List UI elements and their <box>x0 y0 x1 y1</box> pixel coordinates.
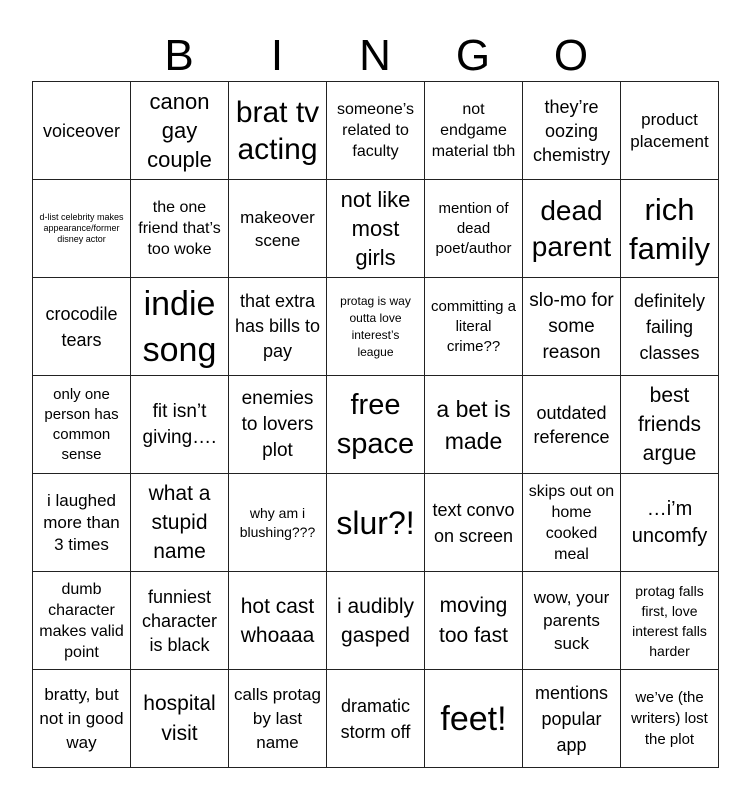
bingo-cell[interactable] <box>33 180 131 278</box>
bingo-cell[interactable] <box>523 180 621 278</box>
cell-text: brat tv acting <box>235 95 320 166</box>
bingo-cell[interactable] <box>523 82 621 180</box>
title-letter-g: G <box>455 31 491 80</box>
cell-text: i laughed more than 3 times <box>43 490 120 554</box>
bingo-cell[interactable] <box>229 82 327 180</box>
cell-text: free space <box>336 388 415 460</box>
bingo-cell[interactable] <box>621 670 719 768</box>
cell-text: dumb character makes valid point <box>39 580 124 661</box>
cell-text: rich family <box>629 191 710 266</box>
cell-text: that extra has bills to pay <box>234 291 321 361</box>
bingo-cell[interactable] <box>131 180 229 278</box>
bingo-cell[interactable] <box>327 474 425 572</box>
bingo-cell[interactable] <box>425 278 523 376</box>
cell-text: only one person has common sense <box>44 385 119 463</box>
bingo-cell[interactable] <box>523 572 621 670</box>
bingo-cell[interactable] <box>229 670 327 768</box>
cell-text: protag falls first, love interest falls harder <box>632 582 707 659</box>
bingo-cell[interactable] <box>131 572 229 670</box>
cell-text: crocodile tears <box>45 303 118 350</box>
bingo-cell[interactable] <box>33 278 131 376</box>
cell-text: text convo on screen <box>432 499 515 546</box>
cell-text: calls protag by last name <box>234 684 321 752</box>
cell-text: wow, your parents suck <box>533 588 610 653</box>
cell-text: why am i blushing??? <box>239 504 316 540</box>
cell-text: voiceover <box>42 120 121 141</box>
cell-text: fit isn’t giving…. <box>142 400 217 448</box>
bingo-cell[interactable] <box>425 670 523 768</box>
cell-text: mention of dead poet/author <box>435 199 512 257</box>
bingo-cell[interactable] <box>229 180 327 278</box>
bingo-cell[interactable] <box>33 376 131 474</box>
bingo-cell[interactable] <box>327 180 425 278</box>
bingo-cell[interactable] <box>33 572 131 670</box>
bingo-cell[interactable] <box>327 670 425 768</box>
cell-text: not like most girls <box>340 187 411 270</box>
bingo-cell[interactable] <box>621 376 719 474</box>
bingo-cell[interactable] <box>621 278 719 376</box>
bingo-cell[interactable] <box>523 474 621 572</box>
bingo-cell[interactable] <box>621 82 719 180</box>
bingo-cell[interactable] <box>621 474 719 572</box>
cell-text: the one friend that’s too woke <box>138 199 221 258</box>
cell-text: d-list celebrity makes appearance/former disney actor <box>39 212 124 244</box>
cell-text: dramatic storm off <box>340 695 411 742</box>
cell-text: product placement <box>630 109 709 151</box>
bingo-cell[interactable] <box>621 180 719 278</box>
cell-text: hot cast whoaaa <box>240 594 315 647</box>
cell-text: …i’m uncomfy <box>631 497 708 547</box>
bingo-cell[interactable] <box>229 278 327 376</box>
bingo-cell[interactable] <box>131 376 229 474</box>
cell-text: they’re oozing chemistry <box>532 96 610 165</box>
cell-text: not endgame material tbh <box>431 101 516 160</box>
bingo-cell[interactable] <box>523 376 621 474</box>
bingo-cell[interactable] <box>327 82 425 180</box>
cell-text: slo-mo for some reason <box>529 289 614 363</box>
cell-text: someone’s related to faculty <box>336 101 415 160</box>
bingo-cell[interactable] <box>425 376 523 474</box>
cell-text: outdated reference <box>533 402 610 447</box>
cell-text: i audibly gasped <box>336 594 415 647</box>
bingo-cell[interactable] <box>425 474 523 572</box>
bingo-cell[interactable] <box>229 572 327 670</box>
cell-text: dead parent <box>531 194 612 262</box>
cell-text: skips out on home cooked meal <box>528 482 615 563</box>
cell-text: funniest character is black <box>141 586 218 655</box>
cell-text: committing a literal crime?? <box>430 297 517 355</box>
bingo-cell[interactable] <box>33 82 131 180</box>
bingo-cell[interactable] <box>131 474 229 572</box>
bingo-cell[interactable] <box>425 82 523 180</box>
bingo-cell[interactable] <box>327 376 425 474</box>
cell-text: makeover scene <box>240 207 315 250</box>
cell-text: feet! <box>440 699 507 738</box>
bingo-cell[interactable] <box>621 572 719 670</box>
bingo-cell[interactable] <box>229 474 327 572</box>
title-letter-i: I <box>270 31 284 80</box>
cell-text: hospital visit <box>143 691 216 745</box>
bingo-cell[interactable] <box>131 82 229 180</box>
cell-text: a bet is made <box>436 395 511 454</box>
bingo-title <box>0 28 752 84</box>
bingo-cell[interactable] <box>131 670 229 768</box>
cell-text: canon gay couple <box>147 89 212 172</box>
title-letter-o: O <box>553 31 589 80</box>
bingo-cell[interactable] <box>131 278 229 376</box>
cell-text: we’ve (the writers) lost the plot <box>631 689 708 748</box>
bingo-cell[interactable] <box>33 670 131 768</box>
cell-text: bratty, but not in good way <box>39 684 124 752</box>
cell-text: definitely failing classes <box>633 290 706 363</box>
bingo-cell[interactable] <box>523 670 621 768</box>
bingo-cell[interactable] <box>523 278 621 376</box>
cell-text: best friends argue <box>637 384 702 465</box>
cell-text: slur?! <box>336 504 415 541</box>
bingo-cell[interactable] <box>327 572 425 670</box>
title-letter-n: N <box>359 31 391 80</box>
bingo-cell[interactable] <box>229 376 327 474</box>
cell-text: enemies to lovers plot <box>241 387 314 461</box>
cell-text: moving too fast <box>439 593 508 647</box>
title-letter-b: B <box>164 31 194 80</box>
bingo-cell[interactable] <box>425 572 523 670</box>
bingo-cell[interactable] <box>327 278 425 376</box>
cell-text: what a stupid name <box>148 482 211 563</box>
cell-text: mentions popular app <box>534 682 609 755</box>
cell-text: indie song <box>142 284 217 369</box>
cell-text: protag is way outta love interest’s league <box>340 293 411 359</box>
bingo-cell[interactable] <box>33 474 131 572</box>
bingo-cell[interactable] <box>425 180 523 278</box>
bingo-grid <box>32 81 719 768</box>
